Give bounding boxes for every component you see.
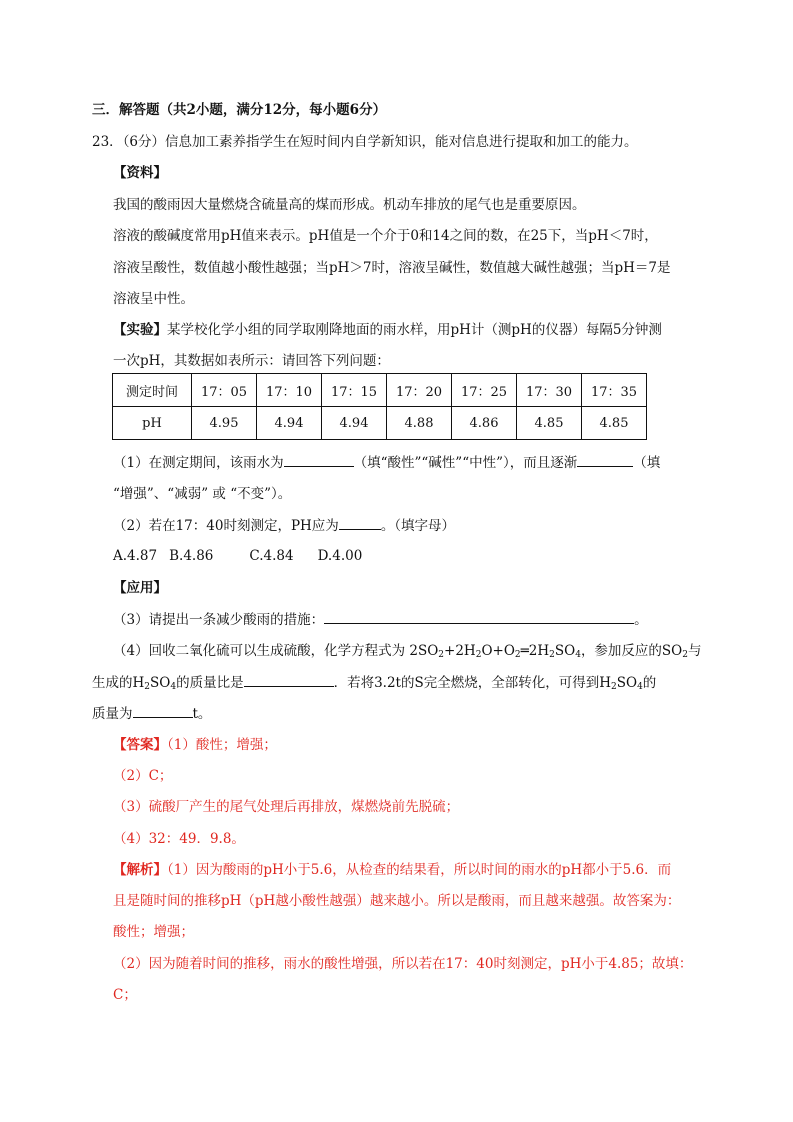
- q4-text: 与: [688, 643, 702, 659]
- answer-line-1: [113, 735, 277, 755]
- q2-blank: [339, 515, 381, 530]
- q3-text-a: （3）请提出一条减少酸雨的措施：: [113, 612, 325, 628]
- subscript: 2: [611, 682, 617, 692]
- q4-text: SO: [150, 675, 171, 691]
- q2-text-a: （2）若在17：40时刻测定，PH应为: [113, 518, 339, 534]
- q4-text: O+O: [481, 643, 515, 659]
- analysis-line-3: 酸性；增强；: [113, 924, 194, 940]
- question-stem-text: （6分）信息加工素养指学生在短时间内自学新知识，能对信息进行提取和加工的能力。: [122, 134, 638, 150]
- option-a: A.4.87: [113, 548, 158, 564]
- q4-text: t。: [192, 706, 212, 722]
- subscript: 2: [475, 650, 482, 660]
- q4-text: 的质量比是: [176, 675, 244, 691]
- subscript: 2: [514, 650, 521, 660]
- ph-cell: 4.95: [192, 407, 257, 440]
- time-cell: 17：05: [192, 374, 257, 407]
- analysis-line-2: 且是随时间的推移pH（pH越小酸性越强）越来越小。所以是酸雨，而且越来越强。故答案为：: [113, 893, 681, 909]
- ph-cell: 4.85: [517, 407, 582, 440]
- experiment-label: 【实验】: [113, 322, 167, 338]
- section-title: 三．解答题（共2小题，满分12分，每小题6分）: [92, 102, 387, 118]
- ph-cell: 4.88: [387, 407, 452, 440]
- sub-question-4-line-3: [92, 703, 211, 724]
- q1-text-a: （1）在测定期间，该雨水为: [113, 455, 284, 471]
- subscript: 2: [438, 650, 445, 660]
- experiment-text-1: 某学校化学小组的同学取刚降地面的雨水样，用pH计（测pH的仪器）每隔5分钟测: [167, 322, 662, 338]
- q4-text: SO: [554, 643, 576, 659]
- analysis-line-1: [113, 860, 671, 880]
- analysis-text-1: （1）因为酸雨的pH小于5.6，从检查的结果看，所以时间的雨水的pH都小于5.6．而: [167, 862, 672, 878]
- q4-text: （4）回收二氧化硫可以生成硫酸，化学方程式为 2SO: [113, 643, 439, 659]
- sub-question-4-line-1: [113, 641, 702, 661]
- time-cell: 17：20: [387, 374, 452, 407]
- answer-4: （4）32：49．9.8。: [113, 831, 245, 847]
- ph-header-cell: pH: [113, 407, 192, 440]
- q4-text: 的: [642, 675, 657, 691]
- time-cell: 17：10: [257, 374, 322, 407]
- q4-blank-1: [244, 672, 334, 687]
- ph-cell: 4.94: [322, 407, 387, 440]
- material-paragraph-1: 我国的酸雨因大量燃烧含硫量高的煤而形成。机动车排放的尾气也是重要原因。: [113, 197, 586, 213]
- q4-text: SO: [616, 675, 638, 691]
- material-paragraph-2-line-2: 溶液呈酸性，数值越小酸性越强；当pH＞7时，溶液呈碱性，数值越大碱性越强；当pH＝7是: [113, 260, 671, 276]
- q4-text: ．若将3.2t的S完全燃烧，全部转化，可得到H: [333, 675, 611, 691]
- ph-row: [113, 407, 647, 440]
- subscript: 2: [144, 682, 151, 692]
- q1-text-b: （填“酸性”“碱性”“中性”），而且逐渐: [353, 455, 578, 471]
- q4-text: 生成的H: [92, 675, 145, 691]
- q1-text-c: （填: [633, 455, 661, 471]
- sub-question-4-line-2: [92, 672, 656, 693]
- time-cell: 17：35: [582, 374, 647, 407]
- experiment-line-1: [113, 320, 662, 340]
- option-b: B.4.86: [169, 548, 214, 564]
- question-stem: [92, 132, 638, 152]
- ph-data-table: [112, 373, 647, 440]
- time-row: [113, 374, 647, 407]
- answer-2: （2）C；: [113, 768, 173, 784]
- time-header-cell: 测定时间: [113, 374, 192, 407]
- q1-blank-2: [577, 452, 633, 467]
- analysis-label: 【解析】: [113, 862, 167, 878]
- sub-question-1-line-2: “增强”、“减弱” 或 “不变”）。: [113, 486, 292, 502]
- subscript: 4: [575, 650, 581, 660]
- subscript: 4: [170, 682, 177, 692]
- sub-question-2: [113, 515, 455, 536]
- question-number: 23．: [92, 134, 123, 150]
- answer-label: 【答案】: [113, 737, 167, 753]
- analysis-line-4: （2）因为随着时间的推移，雨水的酸性增强，所以若在17：40时刻测定，pH小于4.85；故填：: [113, 956, 693, 972]
- q4-blank-2: [133, 703, 193, 718]
- q4-text: ═2H: [520, 643, 550, 659]
- material-paragraph-2-line-3: 溶液呈中性。: [113, 291, 194, 307]
- material-label: 【资料】: [113, 165, 167, 181]
- time-cell: 17：15: [322, 374, 387, 407]
- q1-blank-1: [284, 452, 354, 467]
- application-label: 【应用】: [113, 580, 167, 596]
- answer-options: [113, 546, 362, 566]
- answer-3: （3）硫酸厂产生的尾气处理后再排放，煤燃烧前先脱硫；: [113, 799, 460, 815]
- option-c: C.4.84: [249, 548, 294, 564]
- q4-text: ，参加反应的SO: [580, 643, 683, 659]
- q4-text: +2H: [444, 643, 476, 659]
- q3-blank: [324, 609, 634, 624]
- answer-1: （1）酸性；增强；: [167, 737, 277, 753]
- q4-text: 质量为: [92, 706, 133, 722]
- experiment-line-2: 一次pH，其数据如表所示：请回答下列问题：: [113, 353, 390, 369]
- ph-cell: 4.86: [452, 407, 517, 440]
- time-cell: 17：25: [452, 374, 517, 407]
- sub-question-3: [113, 609, 648, 630]
- time-cell: 17：30: [517, 374, 582, 407]
- material-paragraph-2-line-1: 溶液的酸碱度常用pH值来表示。pH值是一个介于0和14之间的数，在25下，当pH＜7时，: [113, 228, 658, 244]
- q2-text-b: 。（填字母）: [380, 518, 456, 534]
- ph-cell: 4.85: [582, 407, 647, 440]
- option-d: D.4.00: [317, 548, 363, 564]
- analysis-line-5: C；: [113, 987, 137, 1003]
- subscript: 2: [549, 650, 555, 660]
- q3-text-b: 。: [634, 612, 648, 628]
- subscript: 2: [682, 650, 688, 660]
- subscript: 4: [637, 682, 643, 692]
- ph-cell: 4.94: [257, 407, 322, 440]
- sub-question-1-line-1: [113, 452, 660, 473]
